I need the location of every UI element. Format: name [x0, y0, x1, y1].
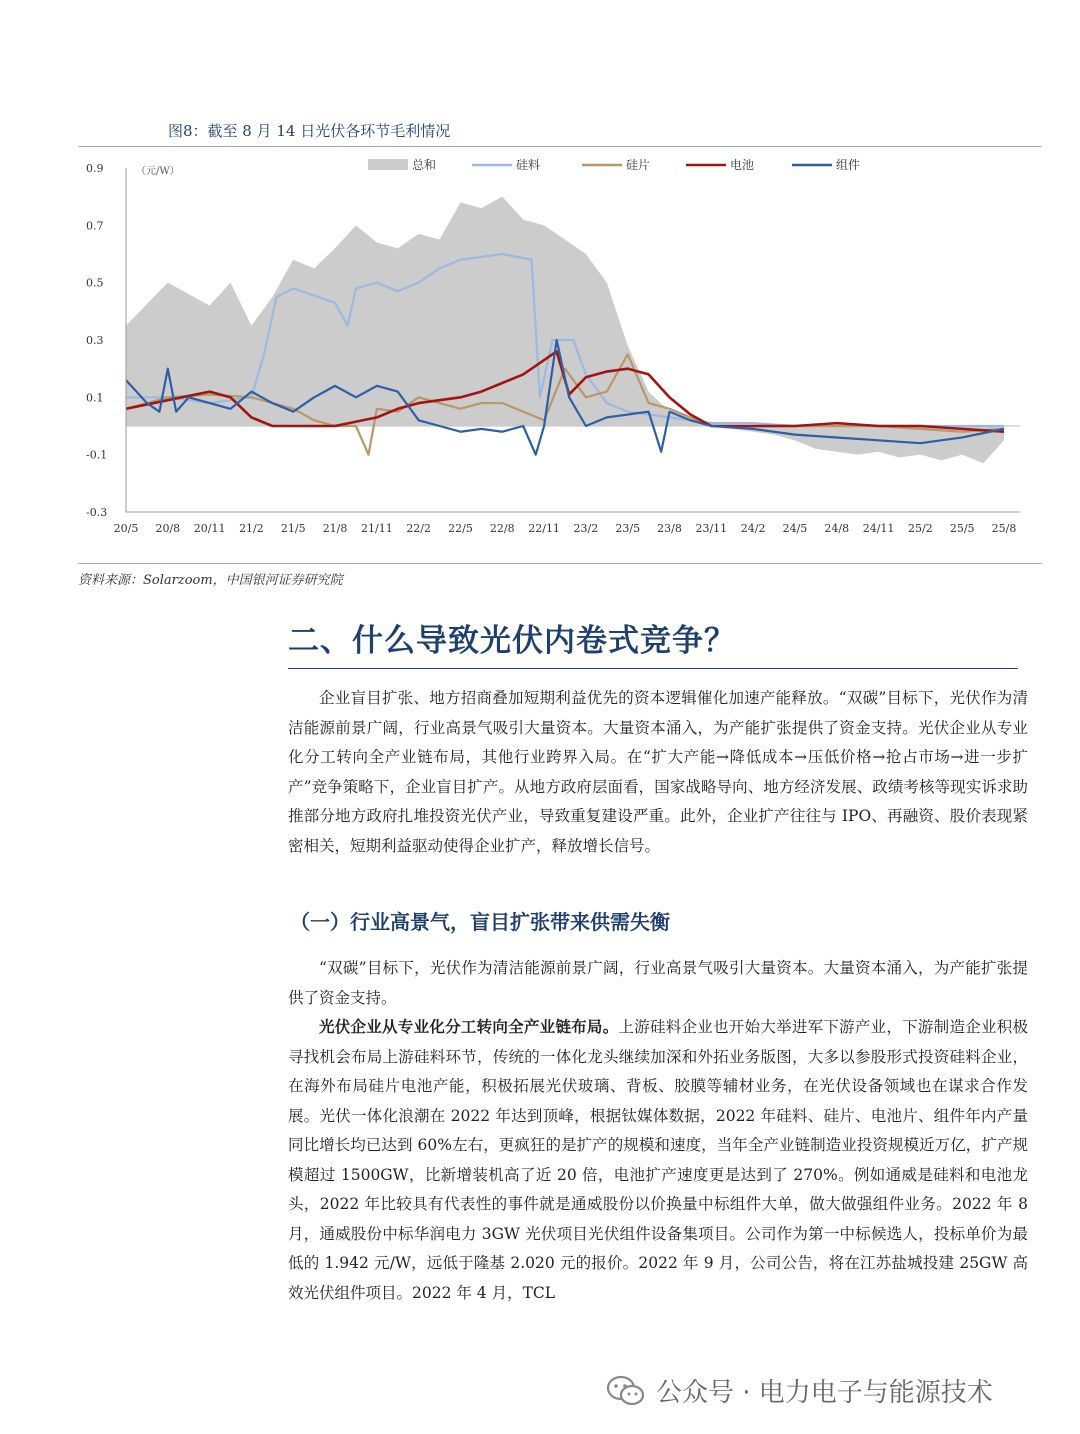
chart-legend [368, 157, 860, 172]
x-tick-label: 20/11 [193, 522, 226, 535]
series-area-total [126, 197, 1004, 464]
x-tick-label: 21/5 [280, 522, 306, 535]
x-tick-label: 23/11 [695, 522, 728, 535]
x-tick-label: 23/5 [615, 522, 641, 535]
x-tick-label: 22/5 [448, 522, 473, 535]
x-tick-label: 21/2 [239, 522, 264, 535]
x-tick-label: 20/5 [113, 522, 139, 535]
y-tick-label: 0.9 [86, 162, 104, 175]
legend-polysilicon-label: 硅料 [516, 158, 541, 172]
y-tick-label: 0.1 [86, 391, 104, 405]
y-tick-label: -0.1 [86, 448, 108, 462]
subsection-heading: （一）行业高景气，盲目扩张带来供需失衡 [290, 910, 670, 934]
x-tick-label: 24/8 [824, 522, 850, 535]
subsection-paragraph-1 [288, 954, 1028, 1013]
wechat-icon [606, 1375, 646, 1407]
x-tick-label: 25/8 [991, 522, 1017, 535]
section-paragraph-1 [288, 684, 1028, 861]
figure-title: 图8：截至 8 月 14 日光伏各环节毛利情况 [168, 122, 451, 140]
x-tick-label: 23/2 [573, 522, 599, 535]
x-tick-label: 24/5 [782, 522, 808, 535]
y-tick-label: 0.7 [86, 219, 104, 233]
x-tick-label: 25/2 [908, 522, 933, 535]
legend-cell-label: 电池 [730, 158, 755, 172]
legend-module-label: 组件 [836, 158, 861, 172]
x-tick-label: 22/11 [528, 522, 560, 535]
x-tick-label: 24/2 [740, 522, 766, 535]
x-tick-label: 22/8 [489, 522, 515, 535]
subsection-paragraph-2-lead: 光伏企业从专业化分工转向全产业链布局。 [319, 1017, 619, 1036]
x-tick-label: 22/2 [406, 522, 432, 535]
line-chart [78, 150, 1042, 560]
x-tick-label: 21/8 [322, 522, 348, 535]
legend-total-label: 总和 [412, 158, 437, 172]
figure-bottom-rule [78, 563, 1042, 564]
y-tick-label: 0.3 [86, 334, 104, 347]
chart-series [126, 197, 1004, 464]
subsection-paragraph-2 [288, 1012, 1028, 1308]
x-tick-label: 24/11 [862, 522, 895, 535]
figure-top-rule [78, 146, 1042, 147]
section-heading: 二、什么导致光伏内卷式竞争？ [288, 623, 736, 659]
subsection-paragraph-2-text: 上游硅料企业也开始大举进军下游产业，下游制造企业积极寻找机会布局上游硅料环节，传统的一体化龙头继续加深和外拓业务版图，大多以参股形式投资硅料企业，在海外布局硅片电池产能，积极拓展光伏玻璃、背板、胶膜等辅材业务，在光伏设备领域也在谋求合作发展。光伏一体化浪潮在 2022 年达到顶峰，根据钛媒体数据，2022 年硅料、硅片、电池片、组件年内产量同比增长均已达到 60%左右，更疯狂的是扩产的规模和速度，当年全产业链制造业投资规模近万亿，扩产规模超过 1500GW，比新增装机高了近 20 倍，电池扩产速度更是达到了 270%。例如通威是硅料和电池龙头，2022 年比较具有代表性的事件就是通威股份以价换量中标组件大单，做大做强组件业务。2022 年 8 月，通威股份中标华润电力 3GW 光伏项目光伏组件设备集项目。公司作为第一中标候选人，投标单价为最低的 1.942 元/W，远低于隆基 2.020 元的报价。2022 年 9 月，公司公告，将在江苏盐城投建 25GW 高效光伏组件项目。2022 年 4 月，TCL [288, 1018, 1028, 1302]
x-tick-label: 21/11 [361, 522, 393, 535]
x-tick-label: 20/8 [155, 522, 181, 535]
unit-label: （元/W） [136, 166, 180, 177]
subsection-paragraph-1-text: “双碳”目标下，光伏作为清洁能源前景广阔，行业高景气吸引大量资本。大量资本涌入，为产能扩张提供了资金支持。 [288, 959, 1028, 1007]
y-tick-label: 0.5 [86, 276, 104, 290]
legend-total-swatch [368, 159, 408, 170]
y-tick-label: -0.3 [86, 506, 108, 519]
figure-source: 资料来源：Solarzoom，中国银河证券研究院 [78, 573, 343, 588]
watermark-text: 公众号 · 电力电子与能源技术 [656, 1378, 993, 1408]
watermark [606, 1372, 993, 1409]
x-tick-label: 25/5 [949, 522, 975, 535]
section-rule [288, 668, 1018, 669]
legend-wafer-label: 硅片 [626, 158, 651, 172]
section-paragraph-1-text: 企业盲目扩张、地方招商叠加短期利益优先的资本逻辑催化加速产能释放。“双碳”目标下，光伏作为清洁能源前景广阔，行业高景气吸引大量资本。大量资本涌入，为产能扩张提供了资金支持。光伏企业从专业化分工转向全产业链布局，其他行业跨界入局。在“扩大产能→降低成本→压低价格→抢占市场→进一步扩产”竞争策略下，企业盲目扩产。从地方政府层面看，国家战略导向、地方经济发展、政绩考核等现实诉求助推部分地方政府扎堆投资光伏产业，导致重复建设严重。此外，企业扩产往往与 IPO、再融资、股价表现紧密相关，短期利益驱动使得企业扩产，释放增长信号。 [288, 689, 1028, 855]
x-tick-label: 23/8 [657, 522, 682, 535]
